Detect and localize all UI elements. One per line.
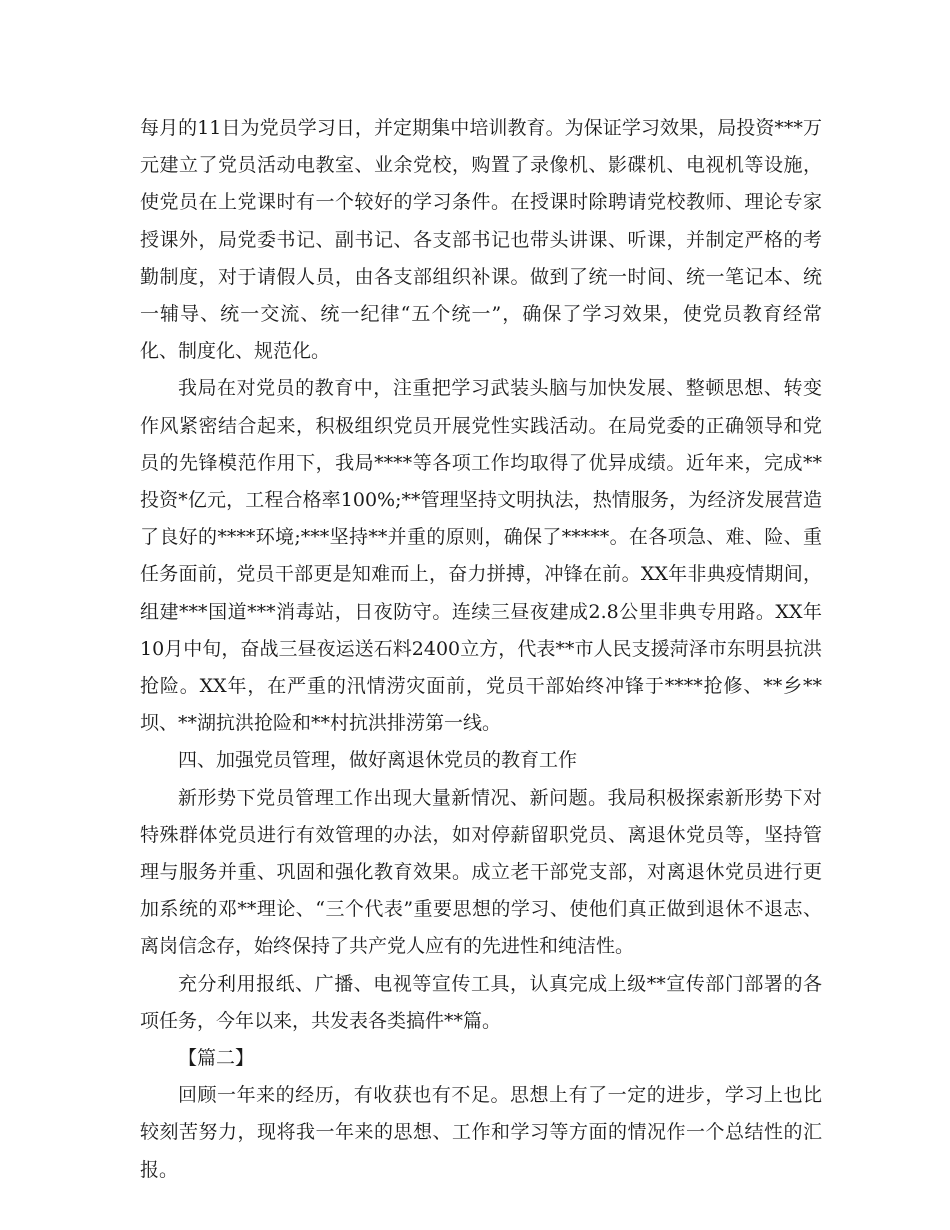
paragraph-party-practice: 我局在对党员的教育中，注重把学习武装头脑与加快发展、整顿思想、转变作风紧密结合起来，积极组织党员开展党性实践活动。在局党委的正确领导和党员的先锋模范作用下，我局****等各项工作均取得了优异成绩。近年来，完成**投资*亿元，工程合格率100%;**管理坚持文明执法，热情服务，为经济发展营造了良好的****环境;***坚持**并重的原则，确保了*****。在各项急、难、险、重任务面前，党员干部更是知难而上，奋力拼搏，冲锋在前。XX年非典疫情期间，组建***国道***消毒站，日夜防守。连续三昼夜建成2.8公里非典专用路。XX年10月中旬，奋战三昼夜运送石料2400立方，代表**市人民支援菏泽市东明县抗洪抢险。XX年，在严重的汛情涝灾面前，党员干部始终冲锋于****抢修、**乡**坝、**湖抗洪抢险和**村抗洪排涝第一线。 bbox=[140, 377, 822, 735]
document-body bbox=[140, 110, 822, 1189]
paragraph-publicity: 充分利用报纸、广播、电视等宣传工具，认真完成上级**宣传部门部署的各项任务，今年以来，共发表各类搞件**篇。 bbox=[140, 972, 822, 1032]
paragraph-member-management: 新形势下党员管理工作出现大量新情况、新问题。我局积极探索新形势下对特殊群体党员进行有效管理的办法，如对停薪留职党员、离退休党员等，坚持管理与服务并重、巩固和强化教育效果。成立老干部党支部，对离退休党员进行更加系统的邓**理论、“三个代表”重要思想的学习、使他们真正做到退休不退志、离岗信念存，始终保持了共产党人应有的先进性和纯洁性。 bbox=[140, 786, 822, 958]
section-heading-four: 四、加强党员管理，做好离退休党员的教育工作 bbox=[178, 749, 578, 772]
part-two-heading: 【篇二】 bbox=[178, 1047, 255, 1070]
paragraph-study-day: 每月的11日为党员学习日，并定期集中培训教育。为保证学习效果，局投资***万元建立了党员活动电教室、业余党校，购置了录像机、影碟机、电视机等设施，使党员在上党课时有一个较好的学习条件。在授课时除聘请党校教师、理论专家授课外，局党委书记、副书记、各支部书记也带头讲课、听课，并制定严格的考勤制度，对于请假人员，由各支部组织补课。做到了统一时间、统一笔记本、统一辅导、统一交流、统一纪律“五个统一”，确保了学习效果，使党员教育经常化、制度化、规范化。 bbox=[140, 117, 822, 363]
paragraph-year-review: 回顾一年来的经历，有收获也有不足。思想上有了一定的进步，学习上也比较刻苦努力，现将我一年来的思想、工作和学习等方面的情况作一个总结性的汇报。 bbox=[140, 1084, 822, 1181]
